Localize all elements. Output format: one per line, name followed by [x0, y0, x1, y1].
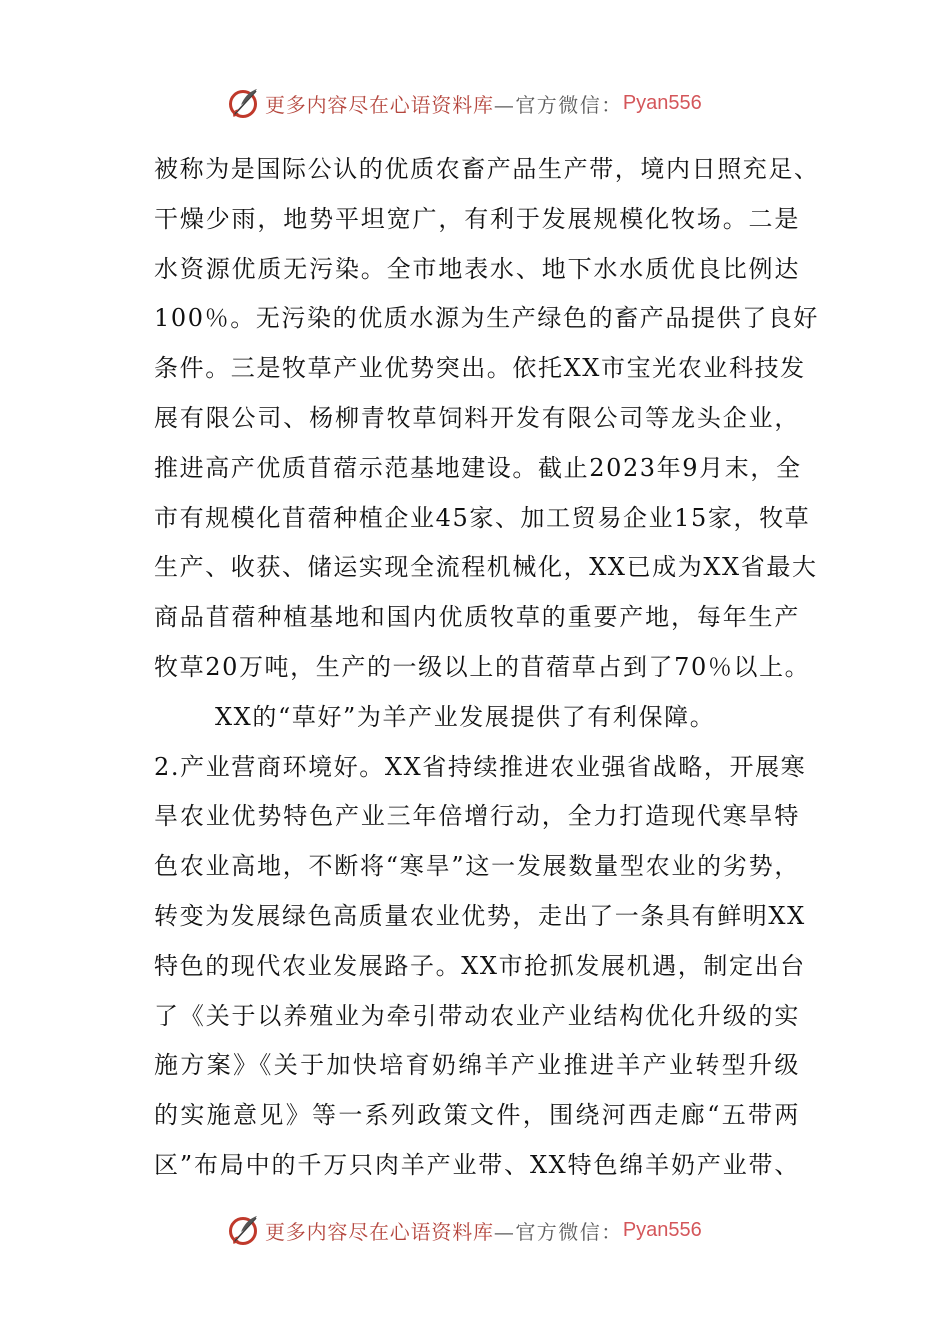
text-line-8: 市有规模化苜蓿种植企业45家、加工贸易企业15家，牧草 [154, 503, 811, 532]
footer-watermark [227, 1213, 702, 1247]
site-name: 更多内容尽在心语资料库 [265, 1219, 494, 1244]
text-line-1: 被称为是国际公认的优质农畜产品生产带，境内日照充足、 [154, 155, 820, 183]
text-line-19: 施方案》《关于加快培育奶绵羊产业推进羊产业转型升级 [154, 1051, 800, 1080]
text-line-12: XX的“草好”为羊产业发展提供了有利保障。 [215, 702, 716, 731]
wechat-label: —官方微信： [493, 1219, 623, 1244]
quill-logo-icon [227, 1213, 261, 1247]
text-line-2: 干燥少雨，地势平坦宽广，有利于发展规模化牧场。二是 [154, 204, 800, 233]
wechat-id: Pyan556 [622, 1218, 702, 1241]
text-line-9: 生产、收获、储运实现全流程机械化，XX已成为XX省最大 [154, 553, 818, 582]
text-line-6: 展有限公司、杨柳青牧草饲料开发有限公司等龙头企业， [154, 403, 800, 432]
text-line-15: 色农业高地，不断将“寒旱”这一发展数量型农业的劣势， [154, 852, 800, 881]
text-line-7: 推进高产优质苜蓿示范基地建设。截止2023年9月末，全 [154, 453, 802, 482]
text-line-17: 特色的现代农业发展路子。XX市抢抓发展机遇，制定出台 [154, 951, 806, 980]
text-line-10: 商品苜蓿种植基地和国内优质牧草的重要产地，每年生产 [154, 603, 800, 632]
text-line-3: 水资源优质无污染。全市地表水、地下水水质优良比例达 [154, 254, 800, 283]
text-line-11: 牧草20万吨，生产的一级以上的苜蓿草占到了70％以上。 [154, 652, 811, 681]
text-line-18: 了《关于以养殖业为牵引带动农业产业结构优化升级的实 [154, 1001, 800, 1030]
header-watermark [227, 86, 702, 120]
text-line-14: 旱农业优势特色产业三年倍增行动，全力打造现代寒旱特 [154, 802, 800, 831]
text-line-20: 的实施意见》等一系列政策文件，围绕河西走廊“五带两 [154, 1101, 800, 1130]
text-line-13: 2.产业营商环境好。XX省持续推进农业强省战略，开展寒 [154, 752, 807, 781]
wechat-label: —官方微信： [493, 92, 623, 117]
wechat-id: Pyan556 [622, 91, 702, 114]
quill-logo-icon [227, 86, 261, 120]
text-line-16: 转变为发展绿色高质量农业优势，走出了一条具有鲜明XX [154, 901, 806, 930]
document-body [154, 145, 820, 1191]
text-line-4: 100％。无污染的优质水源为生产绿色的畜产品提供了良好 [154, 304, 820, 333]
site-name: 更多内容尽在心语资料库 [265, 92, 494, 117]
text-line-5: 条件。三是牧草产业优势突出。依托XX市宝光农业科技发 [154, 354, 806, 383]
text-line-21: 区”布局中的千万只肉羊产业带、XX特色绵羊奶产业带、 [154, 1150, 800, 1179]
